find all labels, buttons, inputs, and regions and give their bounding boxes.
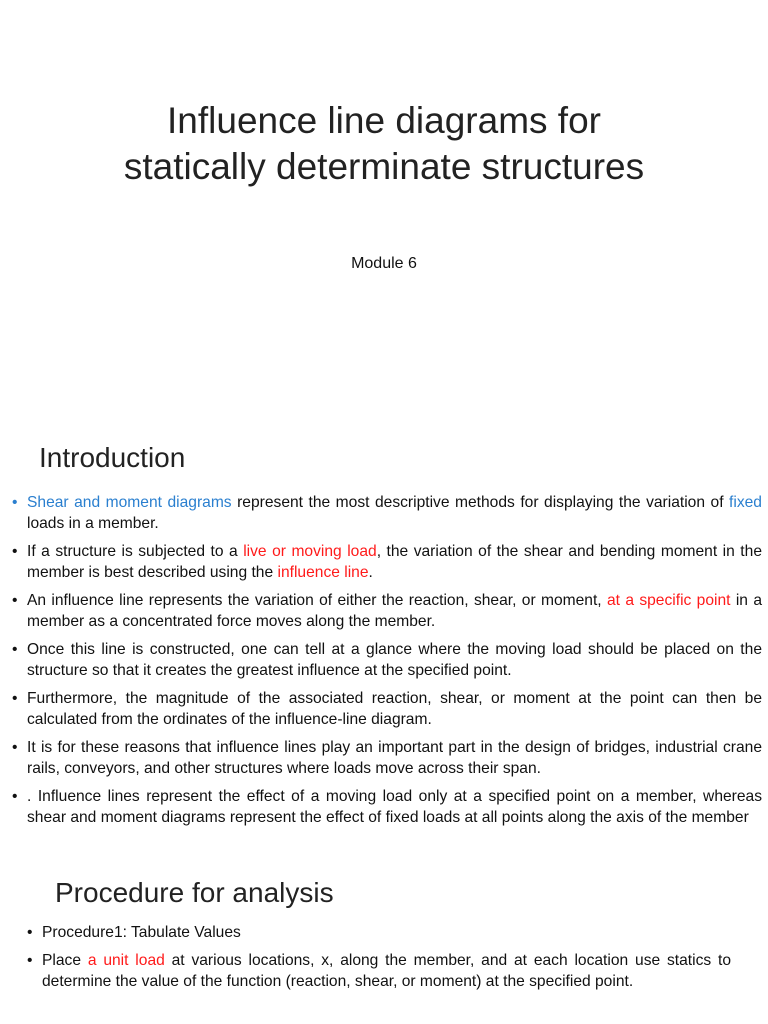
list-item: • Procedure1: Tabulate Values	[27, 924, 241, 941]
list-item: • Place a unit load at various locations, x, along the member, and at each location use statics to determine the value of the function (reaction, shear, or moment) at the specified point.	[27, 952, 732, 990]
bullet-icon: •	[27, 924, 33, 941]
bullet-icon: •	[12, 690, 18, 707]
bullet-icon: •	[12, 543, 18, 560]
list-item: • It is for these reasons that influence lines play an important part in the design of bridges, industrial crane rails, conveyors, and other structures where loads move across their span.	[12, 739, 762, 777]
bullet-icon: •	[12, 739, 18, 756]
highlight-text: influence line	[277, 564, 369, 581]
list-item: • Shear and moment diagrams represent the most descriptive methods for displaying the variation of fixed loads in a member.	[12, 494, 762, 532]
bullet-icon: •	[12, 592, 18, 609]
list-item: • An influence line represents the variation of either the reaction, shear, or moment, at a specific point in a member as a concentrated force moves along the member.	[12, 592, 762, 630]
bullet-icon: •	[12, 641, 18, 658]
procedure-list	[27, 922, 731, 999]
highlight-text: live or moving load	[243, 543, 377, 560]
list-item: • Once this line is constructed, one can tell at a glance where the moving load should be placed on the structure so that it creates the greatest influence at the specified point.	[12, 641, 762, 679]
list-item: • Furthermore, the magnitude of the associated reaction, shear, or moment at the point can then be calculated from the ordinates of the influence-line diagram.	[12, 690, 762, 728]
highlight-text: at a specific point	[606, 592, 731, 609]
bullet-icon: •	[27, 952, 33, 969]
introduction-heading: Introduction	[39, 442, 186, 473]
title-line-2: statically determinate structures	[123, 146, 645, 187]
list-item: • If a structure is subjected to a live or moving load, the variation of the shear and bending moment in the member is best described using the influence line.	[12, 543, 762, 581]
highlight-text: Shear and moment diagrams	[27, 494, 232, 511]
subtitle: Module 6	[351, 255, 417, 272]
bullet-icon: •	[12, 788, 18, 805]
highlight-text: a unit load	[87, 952, 165, 969]
highlight-text: fixed	[729, 494, 762, 511]
bullet-icon: •	[12, 494, 18, 511]
introduction-list	[12, 492, 762, 835]
procedure-heading: Procedure for analysis	[55, 877, 334, 908]
list-item: • . Influence lines represent the effect of a moving load only at a specified point on a member, whereas shear and moment diagrams represent the effect of fixed loads at all points along the axis of the member	[12, 788, 762, 826]
title-line-1: Influence line diagrams for	[167, 100, 601, 141]
slide-title	[0, 98, 768, 190]
